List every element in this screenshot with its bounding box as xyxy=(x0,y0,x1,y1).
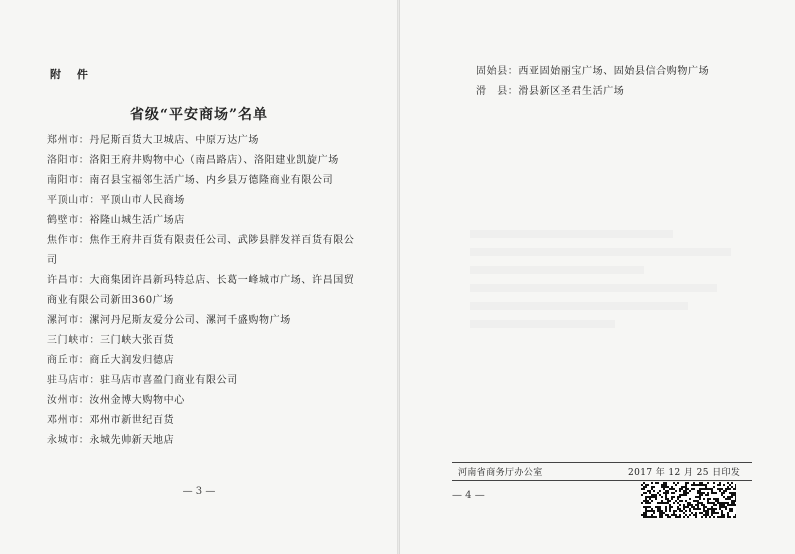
barcode-icon xyxy=(641,482,736,518)
city-label: 洛阳市： xyxy=(47,155,90,166)
list-item xyxy=(47,151,362,171)
store-list-continued xyxy=(476,62,776,102)
issuer: 河南省商务厅办公室 xyxy=(458,468,543,478)
issue-date: 2017 年 12 月 25 日印发 xyxy=(628,468,741,478)
store-names: 邓州市新世纪百货 xyxy=(89,415,175,426)
city-label: 鹤壁市： xyxy=(47,215,90,226)
city-label: 焦作市： xyxy=(47,235,90,246)
store-names: 南召县宝福邻生活广场、内乡县万德隆商业有限公司 xyxy=(89,175,334,186)
store-names: 商丘大润发归德店 xyxy=(89,355,175,366)
city-label: 驻马店市： xyxy=(47,375,100,386)
city-label: 固始县： xyxy=(476,66,519,77)
list-item xyxy=(476,82,776,102)
list-item xyxy=(47,411,362,431)
list-item xyxy=(47,271,362,311)
store-names: 漯河丹尼斯友爱分公司、漯河千盛购物广场 xyxy=(89,315,291,326)
page-number-right: — 4 — xyxy=(452,490,485,501)
city-label: 三门峡市： xyxy=(47,335,100,346)
list-item xyxy=(47,171,362,191)
city-label: 商丘市： xyxy=(47,355,90,366)
city-label: 平顶山市： xyxy=(47,195,100,206)
page-number: — 3 — xyxy=(182,486,216,497)
list-item xyxy=(47,331,362,351)
city-label: 汝州市： xyxy=(47,395,90,406)
footer-rule-top xyxy=(452,462,752,463)
list-item xyxy=(47,231,362,271)
list-item xyxy=(47,391,362,411)
store-names: 丹尼斯百货大卫城店、中原万达广场 xyxy=(89,135,260,146)
city-label: 许昌市： xyxy=(47,275,90,286)
store-names: 西亚固始丽宝广场、固始县信合购物广场 xyxy=(518,66,710,77)
store-names: 三门峡大张百货 xyxy=(100,335,175,346)
list-item xyxy=(47,351,362,371)
store-list xyxy=(47,131,362,451)
list-item xyxy=(47,211,362,231)
list-item xyxy=(47,311,362,331)
store-names: 永城先帅新天地店 xyxy=(89,435,175,446)
city-label: 邓州市： xyxy=(47,415,90,426)
store-names: 洛阳王府井购物中心（南昌路店）、洛阳建业凯旋广场 xyxy=(89,155,339,166)
city-label: 漯河市： xyxy=(47,315,90,326)
city-label: 滑 县： xyxy=(476,86,519,97)
store-names: 滑县新区圣君生活广场 xyxy=(518,86,625,97)
store-names: 大商集团许昌新玛特总店、长葛一峰城市广场、许昌国贸商业有限公司新田360广场 xyxy=(47,275,355,306)
list-item xyxy=(47,191,362,211)
attachment-label: 附 件 xyxy=(50,68,94,81)
store-names: 驻马店市喜盈门商业有限公司 xyxy=(100,375,238,386)
bleed-through-text xyxy=(470,220,760,420)
store-names: 焦作王府井百货有限责任公司、武陟县胖发祥百货有限公司 xyxy=(47,235,355,266)
store-names: 汝州金博大购物中心 xyxy=(89,395,185,406)
document-title: 省级“平安商场”名单 xyxy=(129,107,269,123)
list-item xyxy=(47,131,362,151)
footer-rule-bottom xyxy=(452,480,752,481)
list-item xyxy=(47,431,362,451)
store-names: 裕隆山城生活广场店 xyxy=(89,215,185,226)
city-label: 南阳市： xyxy=(47,175,90,186)
list-item xyxy=(476,62,776,82)
city-label: 郑州市： xyxy=(47,135,90,146)
list-item xyxy=(47,371,362,391)
store-names: 平顶山市人民商场 xyxy=(100,195,185,206)
city-label: 永城市： xyxy=(47,435,90,446)
